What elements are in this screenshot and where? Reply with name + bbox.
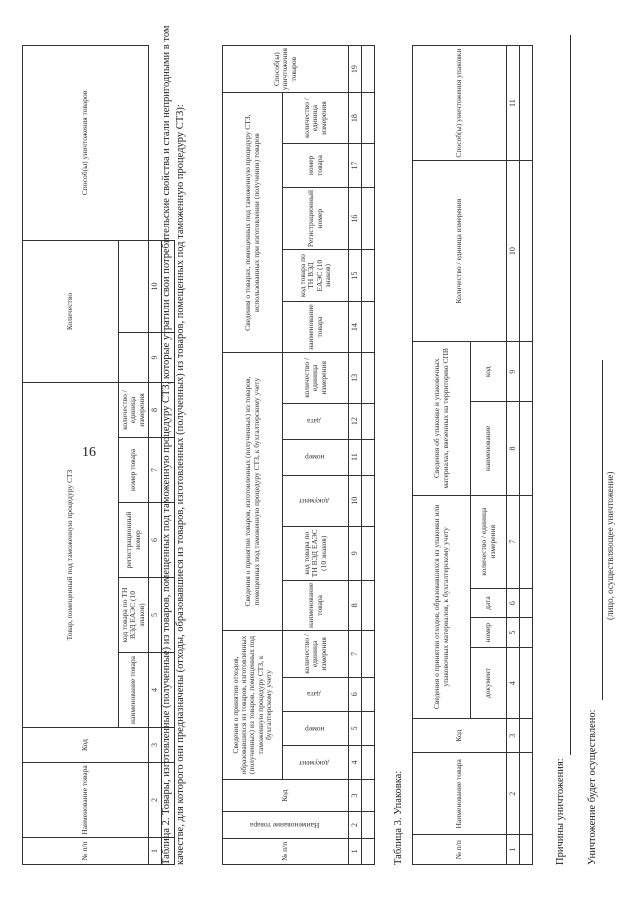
- t1-num: 6: [149, 503, 162, 578]
- t3-h-doc: документ: [471, 647, 507, 718]
- t2-cell: [362, 779, 375, 811]
- t1-num: 9: [149, 333, 162, 383]
- t2-num: 3: [349, 779, 362, 811]
- performer-hint: (лицо, осуществляющее уничтожение): [605, 471, 615, 620]
- t2-num: 1: [349, 838, 362, 864]
- t2-num: 19: [349, 46, 362, 93]
- table-2: [222, 45, 375, 865]
- t2-num: 14: [349, 302, 362, 353]
- t2-cell: [362, 475, 375, 526]
- t2-h-qty3: количество / единица измерения: [283, 93, 349, 144]
- t3-header-code: Код: [413, 719, 507, 753]
- t2-cell: [362, 403, 375, 439]
- t1-header-goods: Товар, помещенный под таможенную процедуру СТЗ: [23, 383, 119, 728]
- t2-cell: [362, 711, 375, 745]
- t3-num: 3: [507, 719, 520, 753]
- t3-num: 2: [507, 753, 520, 835]
- t2-h-doc-text: документ: [299, 758, 330, 768]
- table-1: [22, 45, 175, 865]
- t1-header-method: Способ(ы) уничтожения товаров: [23, 46, 149, 241]
- t3-h-p-name: наименование: [471, 402, 507, 495]
- t1-num: 5: [149, 578, 162, 653]
- t3-cell: [520, 647, 533, 718]
- reasons-label: Причины уничтожения:: [555, 758, 566, 865]
- t2-cell: [362, 631, 375, 678]
- t3-num: 11: [507, 46, 520, 161]
- t3-num: 6: [507, 588, 520, 618]
- t2-num: 4: [349, 745, 362, 779]
- t2-cell: [362, 745, 375, 779]
- reasons-line: [570, 35, 571, 755]
- table-3-caption: Таблица 3. Упаковка:: [393, 770, 404, 865]
- t3-empty-row: [520, 46, 533, 865]
- t3-header-acc: Сведения о принятии отходов, образовавшихся из упаковки или упаковочных материалов, к бухгалтерскому учету: [413, 495, 471, 719]
- t2-cell: [362, 838, 375, 864]
- t2-cell: [362, 250, 375, 302]
- t2-h-date2: [283, 403, 349, 439]
- t2-h-goodsnum: номер товара: [283, 143, 349, 187]
- t2-h-regnum: Регистрационный номер: [283, 188, 349, 250]
- t2-h-nomer2: [283, 439, 349, 475]
- t1-header-name: Наименование товара: [23, 763, 149, 838]
- table-2-caption: Таблица 2. Товары, изготовленные (полученные) из товаров, помещенных под таможенную процедуру СТЗ, которые утратили свои потребительские свойства и стали непригодными в том качестве, для которого они предназначены (отходы, образовавшиеся из товаров, изготовленных (полученных) из товаров, помещенных под таможенную процедуру СТЗ):: [161, 25, 187, 865]
- t3-cell: [520, 618, 533, 648]
- t2-header-made: Сведения о принятии товаров, изготовленных (полученных) из товаров, помещенных под таможенную процедуру СТЗ, к бухгалтерскому учету: [223, 353, 283, 631]
- t3-num: 5: [507, 618, 520, 648]
- t3-cell: [520, 161, 533, 342]
- t2-cell: [362, 526, 375, 580]
- t2-header-used: Сведения о товарах, помещенных под таможенную процедуру СТЗ, использованных при изготовлении (получении) товаров: [223, 93, 283, 353]
- t2-num: 6: [349, 677, 362, 711]
- t1-num: 2: [149, 763, 162, 838]
- t3-cell: [520, 402, 533, 495]
- performer-label: Уничтожение будет осуществлено:: [587, 709, 598, 865]
- t1-header-goods-num: номер товара: [119, 438, 149, 503]
- t2-num: 17: [349, 143, 362, 187]
- t2-num: 8: [349, 580, 362, 630]
- t2-num: 16: [349, 188, 362, 250]
- t1-header-goods-name: наименование товара: [119, 653, 149, 728]
- t2-h-code-t: код товара по ТН ВЭД ЕАЭС (10 знаков): [283, 526, 349, 580]
- t3-cell: [520, 835, 533, 865]
- t3-num: 8: [507, 402, 520, 495]
- t2-cell: [362, 302, 375, 353]
- t3-h-qty: количество / единица измерения: [471, 495, 507, 588]
- t1-header-qty: Количество: [23, 241, 119, 383]
- page-number: 16: [82, 445, 96, 460]
- performer-line: [602, 360, 603, 700]
- t2-number-row: [349, 46, 362, 865]
- t2-h-name-t: наименование товара: [283, 580, 349, 630]
- t2-h-nomer-text: номер: [304, 724, 325, 734]
- t2-num: 15: [349, 250, 362, 302]
- t3-cell: [520, 753, 533, 835]
- t2-header-method: Способ(ы) уничтожения товаров: [223, 46, 349, 93]
- t2-num: 11: [349, 439, 362, 475]
- t2-cell: [362, 439, 375, 475]
- t2-h-date: [283, 677, 349, 711]
- t2-cell: [362, 93, 375, 144]
- t3-h-p-code: код: [471, 342, 507, 402]
- t2-h-date-text: дата: [307, 690, 322, 700]
- t2-cell: [362, 580, 375, 630]
- t3-num: 1: [507, 835, 520, 865]
- t2-header-name-text: Наименование товара: [249, 821, 319, 831]
- t2-h-doc2: [283, 475, 349, 526]
- t2-num: 13: [349, 353, 362, 404]
- t3-cell: [520, 588, 533, 618]
- t1-num: 4: [149, 653, 162, 728]
- t3-cell: [520, 495, 533, 588]
- t1-num: 8: [149, 383, 162, 438]
- t3-cell: [520, 719, 533, 753]
- t2-num: 12: [349, 403, 362, 439]
- t2-num: 10: [349, 475, 362, 526]
- t3-h-nomer: номер: [471, 618, 507, 648]
- t3-header-pack: Сведения об упаковке и упаковочных материалах, ввезенных на территорию СПВ: [413, 342, 471, 495]
- t2-num: 5: [349, 711, 362, 745]
- t2-h-qty2: количество / единица измерения: [283, 353, 349, 404]
- t2-num: 2: [349, 812, 362, 838]
- t3-num: 7: [507, 495, 520, 588]
- t3-header-qty: Количество / единица измерения: [413, 161, 507, 342]
- t3-num: 9: [507, 342, 520, 402]
- t2-cell: [362, 812, 375, 838]
- t2-h-nomer2-text: номер: [304, 453, 325, 463]
- t2-cell: [362, 143, 375, 187]
- t3-number-row: [507, 46, 520, 865]
- t3-num: 4: [507, 647, 520, 718]
- t3-cell: [520, 342, 533, 402]
- t2-empty-row: [362, 46, 375, 865]
- t1-num: 10: [149, 241, 162, 333]
- t2-cell: [362, 188, 375, 250]
- t2-h-date2-text: дата: [307, 417, 322, 427]
- t2-header-no: № п/п: [223, 838, 349, 864]
- t2-num: 7: [349, 631, 362, 678]
- t3-header-no: № п/п: [413, 835, 507, 865]
- t2-header-acc: Сведения о принятии отходов, образовавшихся из товаров, изготовленных (полученных) из товаров, помещенных под таможенную процедуру СТЗ, к бухгалтерскому учету: [223, 631, 283, 780]
- t1-header-qty-unit: количество / единица измерения: [119, 383, 149, 438]
- t2-cell: [362, 46, 375, 93]
- t2-cell: [362, 677, 375, 711]
- table-3: [412, 45, 533, 865]
- t2-header-name: [223, 812, 349, 838]
- t2-header-code: Код: [223, 779, 349, 811]
- t3-header-method: Способ(ы) уничтожения упаковки: [413, 46, 507, 161]
- t3-num: 10: [507, 161, 520, 342]
- t1-num: 3: [149, 728, 162, 763]
- t1-header-code: Код: [23, 728, 149, 763]
- t2-num: 18: [349, 93, 362, 144]
- t2-num: 9: [349, 526, 362, 580]
- t1-header-goods-code: код товара по ТН ВЭД ЕАЭС (10 знаков): [119, 578, 149, 653]
- t3-h-date: дата: [471, 588, 507, 618]
- t1-header-qty-empty: [119, 333, 149, 383]
- t3-cell: [520, 46, 533, 161]
- t1-header-no: № п/п: [23, 838, 149, 865]
- t2-h-doc2-text: документ: [299, 496, 330, 506]
- t2-h-nomer: [283, 711, 349, 745]
- t2-h-doc: [283, 745, 349, 779]
- t1-num: 7: [149, 438, 162, 503]
- t2-h-qty: количество / единица измерения: [283, 631, 349, 678]
- t2-h-name-t2: наименование товара: [283, 302, 349, 353]
- t3-header-name: Наименование товара: [413, 753, 507, 835]
- t1-header-goods-reg: регистрационный номер: [119, 503, 149, 578]
- t1-num: 1: [149, 838, 162, 865]
- t2-cell: [362, 353, 375, 404]
- t2-h-code-t2: код товара по ТН ВЭД ЕАЭС (10 знаков): [283, 250, 349, 302]
